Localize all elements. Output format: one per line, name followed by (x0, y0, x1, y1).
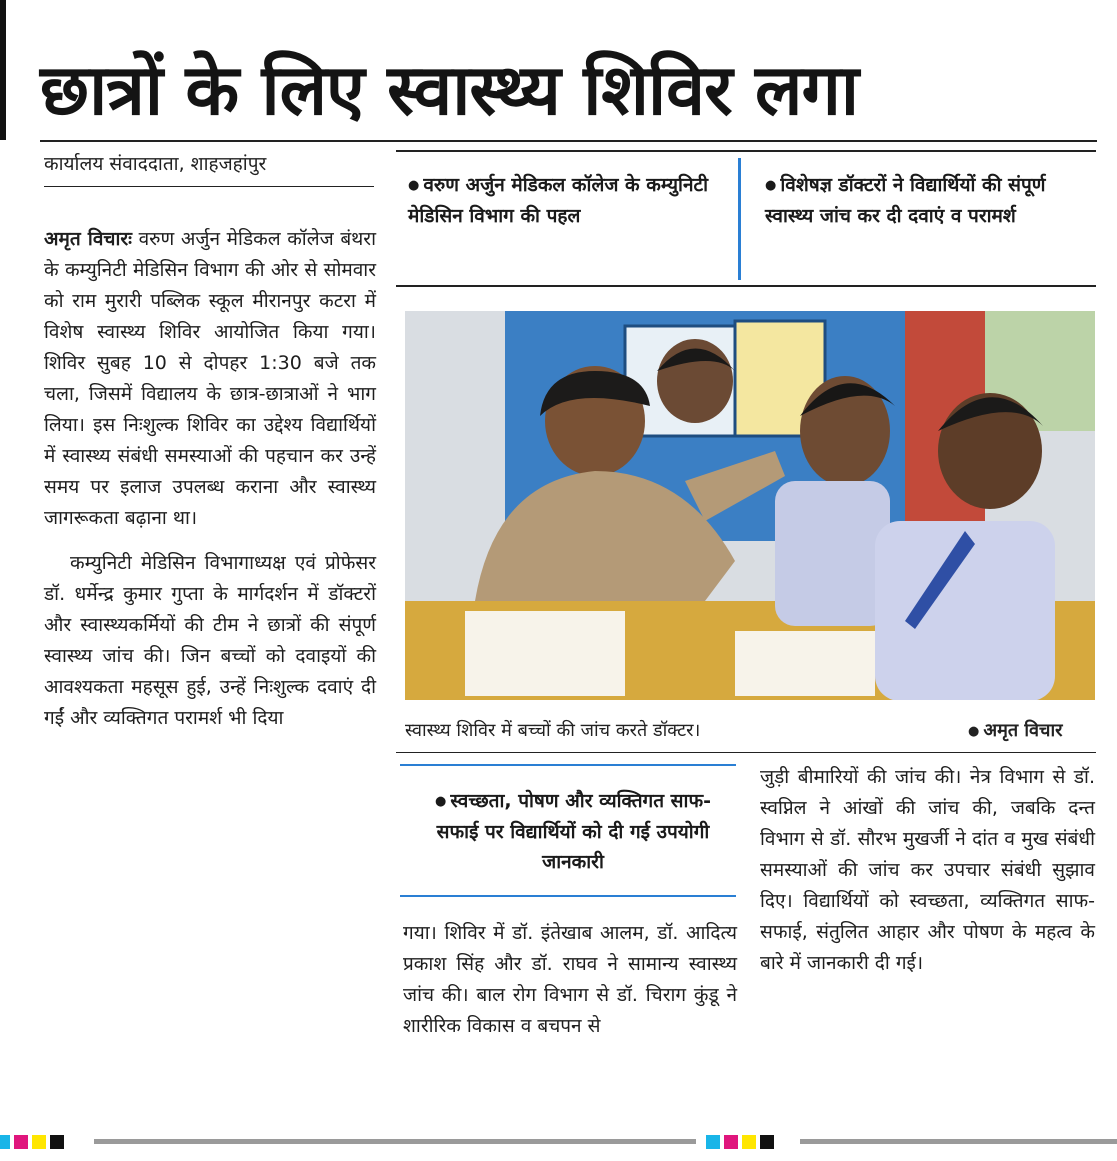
highlight-1: ● वरुण अर्जुन मेडिकल कॉलेज के कम्युनिटी मेडिसिन विभाग की पहल (408, 170, 723, 231)
paragraph-2: कम्युनिटी मेडिसिन विभागाध्यक्ष एवं प्रोफेसर डॉ. धर्मेन्द्र कुमार गुप्ता के मार्गदर्शन में डॉक्टरों और स्वास्थ्यकर्मियों की टीम ने छात्रों की संपूर्ण स्वास्थ्य जांच की। जिन बच्चों को दवाइयों की आवश्यकता महसूस हुई, उन्हें निःशुल्क दवाएं दी गईं और व्यक्तिगत परामर्श भी दिया (44, 552, 376, 729)
headline: छात्रों के लिए स्वास्थ्य शिविर लगा (40, 49, 859, 131)
article-column-3: जुड़ी बीमारियों की जांच की। नेत्र विभाग से डॉ. स्वप्निल ने आंखों की जांच की, जबकि दन्त विभाग से डॉ. सौरभ मुखर्जी ने दांत व मुख संबंधी समस्याओं की जांच कर उपचार संबंधी सुझाव दिए। विद्यार्थियों को स्वच्छता, व्यक्तिगत साफ-सफाई, संतुलित आहार और पोषण के महत्व के बारे में जानकारी दी गई। (760, 766, 1095, 974)
byline: कार्यालय संवाददाता, शाहजहांपुर (44, 153, 267, 175)
highlight-3: ● स्वच्छता, पोषण और व्यक्तिगत साफ-सफाई पर विद्यार्थियों को दी गई उपयोगी जानकारी (415, 786, 731, 877)
highlight-3-bottom-rule (400, 895, 736, 897)
photo-caption: स्वास्थ्य शिविर में बच्चों की जांच करते डॉक्टर। (405, 720, 701, 741)
byline-rule (44, 186, 374, 187)
photo-credit: ● अमृत विचार (968, 718, 1063, 742)
print-registration-bar (0, 1129, 1117, 1153)
photo-illustration (405, 311, 1095, 700)
registration-line-right (800, 1139, 1117, 1144)
color-swatches-right (706, 1134, 778, 1153)
color-swatches-left (0, 1134, 68, 1153)
dateline: अमृत विचारः (44, 228, 132, 250)
headline-rule (40, 140, 1097, 142)
article-column-1 (44, 224, 376, 734)
paragraph-1: वरुण अर्जुन मेडिकल कॉलेज बंथरा के कम्युनिटी मेडिसिन विभाग की ओर से सोमवार को राम मुरारी पब्लिक स्कूल मीरानपुर कटरा में विशेष स्वास्थ्य शिविर आयोजित किया गया। शिविर सुबह 10 से दोपहर 1:30 बजे तक चला, जिसमें विद्यालय के छात्र-छात्राओं ने भाग लिया। इस निःशुल्क शिविर का उद्देश्य विद्यार्थियों में स्वास्थ्य संबंधी समस्याओं की पहचान कर उन्हें समय पर इलाज उपलब्ध कराना और स्वास्थ्य जागरूकता बढ़ाना था। (44, 228, 376, 529)
highlight-3-top-rule (400, 764, 736, 766)
news-photo (405, 311, 1095, 700)
left-margin-rule (0, 0, 6, 140)
highlight-2: ● विशेषज्ञ डॉक्टरों ने विद्यार्थियों की संपूर्ण स्वास्थ्य जांच कर दी दवाएं व परामर्श (765, 170, 1085, 231)
caption-rule (396, 752, 1096, 753)
registration-line-left (94, 1139, 696, 1144)
highlight-divider (738, 158, 741, 280)
highlight-bottom-rule (396, 285, 1096, 287)
highlight-top-rule (396, 150, 1096, 152)
article-column-2: गया। शिविर में डॉ. इंतेखाब आलम, डॉ. आदित्य प्रकाश सिंह और डॉ. राघव ने सामान्य स्वास्थ्य जांच की। बाल रोग विभाग से डॉ. चिराग कुंडू ने शारीरिक विकास व बचपन से (403, 922, 737, 1037)
